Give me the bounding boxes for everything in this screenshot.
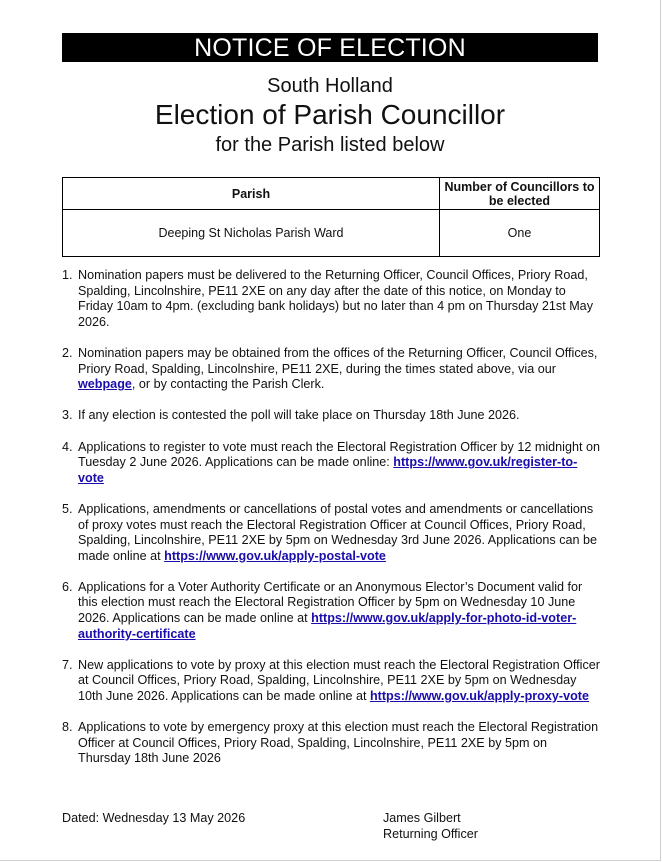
note-text: Applications to vote by emergency proxy at this election must reach the Electoral Registration Officer at Council Offices, Priory Road, Spalding, Lincolnshire, PE11 2XE by 5pm on Thursday 18th June 2026: [78, 720, 599, 766]
note-item: [62, 658, 602, 705]
note-number: 5.: [62, 501, 73, 516]
note-item: [62, 502, 602, 564]
election-subtitle: for the Parish listed below: [215, 134, 445, 156]
parish-table: [62, 177, 600, 257]
notice-notes: [62, 268, 602, 783]
table-row: [63, 210, 600, 257]
apply-postal-vote-link[interactable]: https://www.gov.uk/apply-postal-vote: [164, 548, 386, 563]
parish-name-cell: Deeping St Nicholas Parish Ward: [63, 210, 440, 257]
note-item: [62, 408, 602, 424]
note-text: , or by contacting the Parish Clerk.: [131, 377, 325, 392]
note-item: [62, 580, 602, 642]
councillor-count-cell: One: [440, 210, 600, 257]
note-item: [62, 346, 602, 393]
note-text: Nomination papers may be obtained from the offices of the Returning Officer, Council Offices, Priory Road, Spalding, Lincolnshire, PE11 2XE, during the times stated above, via our: [78, 345, 598, 376]
note-number: 2.: [62, 345, 73, 360]
note-text: Applications for a Voter Authority Certificate or an Anonymous Elector’s Document valid for this election must reach the Electoral Registration Officer by 5pm on Wednesday 10 June 2026. Applications can be made online at: [78, 579, 583, 626]
note-text: If any election is contested the poll will take place on Thursday 18th June 2026.: [78, 408, 520, 423]
note-number: 1.: [62, 268, 73, 282]
note-text: Nomination papers must be delivered to the Returning Officer, Council Offices, Priory Road, Spalding, Lincolnshire, PE11 2XE on any day after the date of this notice, on Monday to Friday 10am to 4pm. (excluding bank holidays) but no later than 4 pm on Thursday 21st May 2026.: [78, 268, 593, 329]
election-title: Election of Parish Councillor: [154, 99, 506, 130]
signatory-name: James Gilbert: [383, 811, 461, 825]
note-text: Applications to register to vote must reach the Electoral Registration Officer by 12 midnight on Tuesday 2 June 2026. Applications can be made online:: [78, 439, 600, 470]
dated-line: Dated: Wednesday 13 May 2026: [62, 811, 246, 825]
note-item: [62, 720, 602, 767]
register-to-vote-link[interactable]: https://www.gov.uk/register-to-vote: [78, 455, 578, 485]
note-text: New applications to vote by proxy at this election must reach the Electoral Registration Officer at Council Offices, Priory Road, Spalding, Lincolnshire, PE11 2XE by 5pm on Wednesday 10th June 2026. Applications can be made online at: [78, 657, 600, 704]
note-item: [62, 268, 602, 330]
signature-block: [383, 811, 478, 842]
signatory-title: Returning Officer: [383, 826, 478, 841]
apply-proxy-vote-link[interactable]: https://www.gov.uk/apply-proxy-vote: [369, 689, 589, 704]
notice-banner: NOTICE OF ELECTION: [62, 33, 598, 62]
note-number: 3.: [62, 408, 73, 423]
parish-header: Parish: [63, 178, 440, 210]
note-number: 8.: [62, 720, 73, 735]
councillors-header: Number of Councillors to be elected: [440, 178, 600, 210]
table-header-row: [63, 178, 600, 210]
note-item: [62, 440, 602, 487]
council-name: South Holland: [267, 75, 393, 97]
note-number: 6.: [62, 579, 73, 594]
voter-authority-certificate-link[interactable]: https://www.gov.uk/apply-for-photo-id-voter-authority-certificate: [78, 611, 577, 641]
webpage-link[interactable]: webpage: [78, 377, 132, 392]
note-number: 4.: [62, 439, 73, 454]
note-text: Applications, amendments or cancellations of postal votes and amendments or cancellations of proxy votes must reach the Electoral Registration Officer at Council Offices, Priory Road, Spalding, Lincolnshire, PE11 2XE by 5pm on Wednesday 3rd June 2026. Applications can be made online at: [78, 501, 598, 563]
note-number: 7.: [62, 657, 73, 672]
